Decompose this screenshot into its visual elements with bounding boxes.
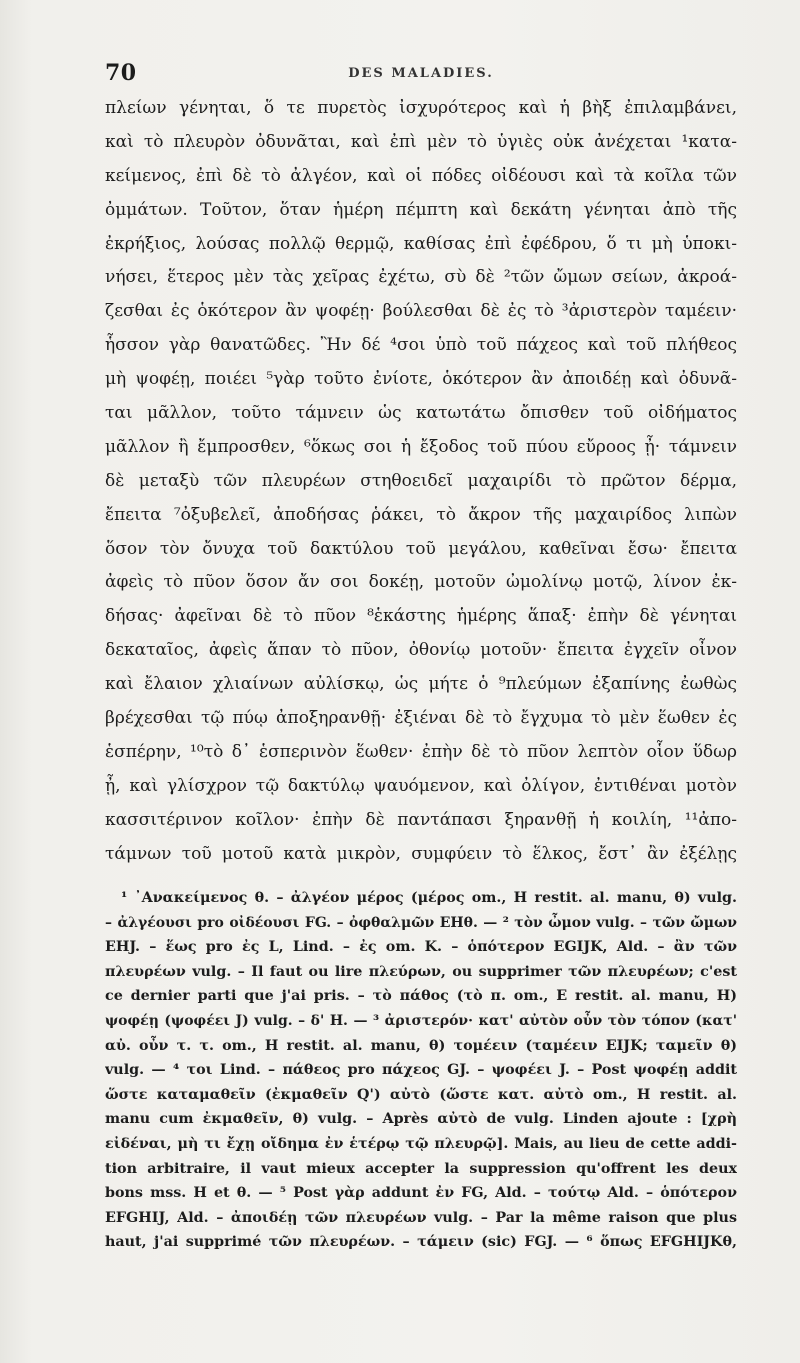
text-line: μᾶλλον ἢ ἔμπροσθεν, ⁶ὅκως σοι ἡ ἔξοδος τοῦ πύου εὔροος ᾖ· τάμνειν	[105, 436, 737, 457]
footnote-line: vulg. — ⁴ τοι Lind. – πάθεος pro πάχεος GJ. – ψοφέει J. – Post ψοφέῃ addit	[105, 1062, 737, 1079]
text-line: κείμενος, ἐπὶ δὲ τὸ ἀλγέον, καὶ οἱ πόδες οἰδέουσι καὶ τὰ κοῖλα τῶν	[105, 165, 737, 186]
text-line: ἀφεὶς τὸ πῦον ὅσον ἄν σοι δοκέῃ, μοτοῦν ὠμολίνῳ μοτῷ, λίνον ἐκ-	[105, 572, 737, 593]
text-line: ται μᾶλλον, τοῦτο τάμνειν ὡς κατωτάτω ὄπισθεν τοῦ οἰδήματος	[105, 403, 737, 424]
footnotes	[105, 886, 737, 1255]
text-line: βρέχεσθαι τῷ πύῳ ἀποξηρανθῇ· ἐξιέναι δὲ τὸ ἔγχυμα τὸ μὲν ἕωθεν ἐς	[105, 708, 737, 729]
footnote-line: EHJ. – ἕως pro ἐς L, Lind. – ἐς om. K. – ὁπότερον EGIJK, Ald. – ἂν τῶν	[105, 939, 737, 956]
text-line: ἑσπέρην, ¹⁰τὸ δ᾽ ἑσπερινὸν ἕωθεν· ἐπὴν δὲ τὸ πῦον λεπτὸν οἷον ὕδωρ	[105, 741, 737, 762]
footnote-line: πλευρέων vulg. – Il faut ou lire πλεύρων, ou supprimer τῶν πλευρέων; c'est	[105, 963, 737, 980]
text-line: τάμνων τοῦ μοτοῦ κατὰ μικρὸν, συμφύειν τὸ ἕλκος, ἔστ᾽ ἂν ἐξέλῃς	[105, 843, 737, 864]
text-line: μὴ ψοφέῃ, ποιέει ⁵γὰρ τοῦτο ἐνίοτε, ὁκότερον ἂν ἀποιδέῃ καὶ ὀδυνᾶ-	[105, 369, 737, 390]
text-line: ἔπειτα ⁷ὀξυβελεῖ, ἀποδήσας ῥάκει, τὸ ἄκρον τῆς μαχαιρίδος λιπὼν	[105, 504, 737, 525]
footnote-line: αὐ. οὖν τ. τ. om., H restit. al. manu, θ) τομέειν (ταμέειν EIJK; ταμεῖν θ)	[105, 1037, 737, 1054]
footnote-line: EFGHIJ, Ald. – ἀποιδέῃ τῶν πλευρέων vulg. – Par la même raison que plus	[105, 1209, 737, 1226]
text-line: δὲ μεταξὺ τῶν πλευρέων στηθοειδεῖ μαχαιρίδι τὸ πρῶτον δέρμα,	[105, 470, 737, 491]
footnote-line: ὥστε καταμαθεῖν (ἐκμαθεῖν Q') αὐτὸ (ὥστε κατ. αὐτὸ om., H restit. al.	[105, 1086, 737, 1103]
text-line: δήσας· ἀφεῖναι δὲ τὸ πῦον ⁸ἑκάστης ἡμέρης ἅπαξ· ἐπὴν δὲ γένηται	[105, 606, 737, 627]
footnote-line: manu cum ἐκμαθεῖν, θ) vulg. – Après αὐτὸ de vulg. Linden ajoute : [χρὴ	[105, 1111, 737, 1128]
footnote-line: ψοφέῃ (ψοφέει J) vulg. – δ' H. — ³ ἀριστερόν· κατ' αὐτὸν οὖν τὸν τόπον (κατ'	[105, 1012, 737, 1029]
footnote-line: tion arbitraire, il vaut mieux accepter la suppression qu'offrent les deux	[105, 1160, 737, 1177]
footnote-line: – ἀλγέουσι pro οἰδέουσι FG. – ὀφθαλμῶν EHθ. — ² τὸν ὦμον vulg. – τῶν ὤμων	[105, 914, 737, 931]
text-line: ᾖ, καὶ γλίσχρον τῷ δακτύλῳ ψαυόμενον, καὶ ὀλίγον, ἐντιθέναι μοτὸν	[105, 775, 737, 796]
text-line: πλείων γένηται, ὅ τε πυρετὸς ἰσχυρότερος καὶ ἡ βὴξ ἐπιλαμβάνει,	[105, 98, 737, 118]
main-text	[105, 92, 737, 871]
text-line: κασσιτέρινον κοῖλον· ἐπὴν δὲ παντάπασι ξηρανθῇ ἡ κοιλίη, ¹¹ἀπο-	[105, 809, 737, 830]
text-line: δεκαταῖος, ἀφεὶς ἅπαν τὸ πῦον, ὀθονίῳ μοτοῦν· ἔπειτα ἐγχεῖν οἶνον	[105, 640, 737, 661]
footnote-line: haut, j'ai supprimé τῶν πλευρέων. – τάμειν (sic) FGJ. — ⁶ ὅπως EFGHIJKθ,	[105, 1234, 737, 1251]
running-head	[105, 60, 737, 90]
text-line: ἐκρήξιος, λούσας πολλῷ θερμῷ, καθίσας ἐπὶ ἐφέδρου, ὅ τι μὴ ὑποκι-	[105, 233, 737, 254]
footnote-line: bons mss. H et θ. — ⁵ Post γὰρ addunt ἐν FG, Ald. – τούτῳ Ald. – ὁπότερον	[105, 1185, 737, 1202]
text-line: ὅσον τὸν ὄνυχα τοῦ δακτύλου τοῦ μεγάλου, καθεῖναι ἔσω· ἔπειτα	[105, 538, 737, 559]
page-number: 70	[105, 60, 137, 86]
text-line: καὶ ἔλαιον χλιαίνων αὐλίσκῳ, ὡς μήτε ὁ ⁹πλεύμων ἐξαπίνης ἐωθὼς	[105, 674, 737, 695]
running-title: DES MALADIES.	[348, 66, 494, 81]
text-line: ζεσθαι ἐς ὁκότερον ἂν ψοφέῃ· βούλεσθαι δὲ ἐς τὸ ³ἀριστερὸν ταμέειν·	[105, 301, 737, 322]
footnote-line: εἰδέναι, μὴ τι ἔχῃ οἴδημα ἐν ἑτέρῳ τῷ πλευρῷ]. Mais, au lieu de cette addi-	[105, 1135, 737, 1152]
text-line: ὀμμάτων. Τοῦτον, ὅταν ἡμέρη πέμπτη καὶ δεκάτη γένηται ἀπὸ τῆς	[105, 199, 737, 220]
footnote-line: ¹ ᾿Ανακείμενος θ. – ἀλγέον μέρος (μέρος om., H restit. al. manu, θ) vulg.	[121, 890, 737, 906]
text-line: νήσει, ἕτερος μὲν τὰς χεῖρας ἐχέτω, σὺ δὲ ²τῶν ὤμων σείων, ἀκροά-	[105, 267, 737, 288]
text-line: καὶ τὸ πλευρὸν ὀδυνᾶται, καὶ ἐπὶ μὲν τὸ ὑγιὲς οὐκ ἀνέχεται ¹κατα-	[105, 131, 737, 152]
footnote-line: ce dernier parti que j'ai pris. – τὸ πάθος (τὸ π. om., E restit. al. manu, H)	[105, 988, 737, 1005]
text-line: ἧσσον γὰρ θανατῶδες. Ἢν δέ ⁴σοι ὑπὸ τοῦ πάχεος καὶ τοῦ πλήθεος	[105, 335, 737, 356]
